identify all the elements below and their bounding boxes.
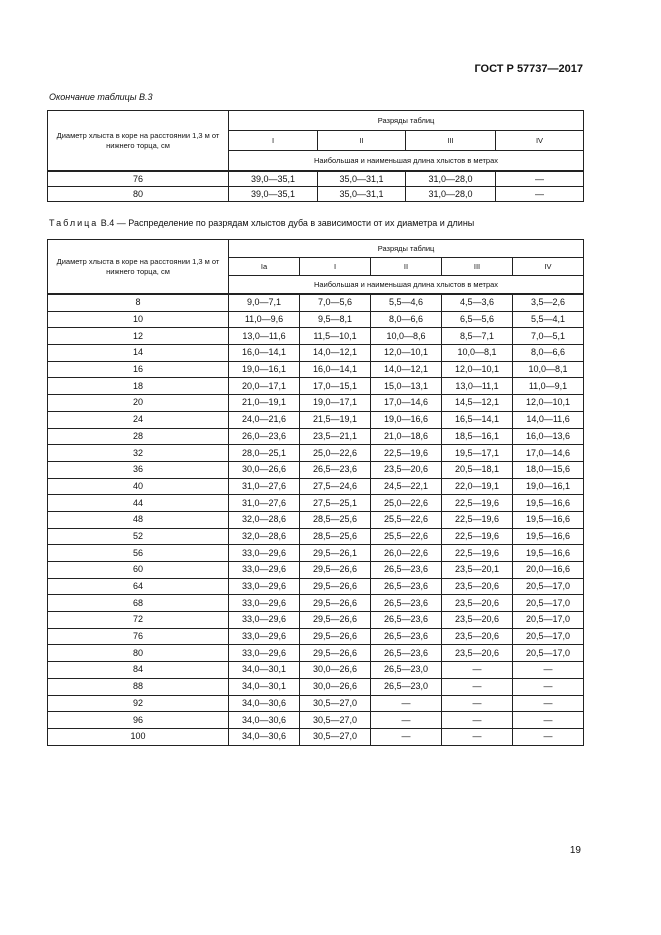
length-range-cell: 19,0—16,1 <box>229 361 300 378</box>
length-range-cell: 25,5—22,6 <box>371 511 442 528</box>
length-range-cell: 26,5—23,6 <box>371 645 442 662</box>
table-row <box>48 562 584 579</box>
length-range-cell: 17,0—14,6 <box>371 395 442 412</box>
length-range-cell: — <box>371 728 442 745</box>
diameter-cell: 52 <box>48 528 229 545</box>
diameter-cell: 16 <box>48 361 229 378</box>
length-range-cell: 22,5—19,6 <box>442 545 513 562</box>
length-range-cell: 8,5—7,1 <box>442 328 513 345</box>
length-range-cell: 31,0—27,6 <box>229 495 300 512</box>
length-range-cell: 19,5—16,6 <box>513 545 584 562</box>
length-range-cell: 11,0—9,1 <box>513 378 584 395</box>
length-range-cell: 33,0—29,6 <box>229 578 300 595</box>
table-row <box>48 645 584 662</box>
table-row <box>48 662 584 679</box>
diameter-cell: 10 <box>48 311 229 328</box>
table-row <box>48 445 584 462</box>
diameter-cell: 88 <box>48 678 229 695</box>
grade-header: I <box>229 131 318 151</box>
length-range-cell: 23,5—20,1 <box>442 562 513 579</box>
table-row <box>48 678 584 695</box>
table4-body <box>48 294 584 745</box>
diameter-cell: 68 <box>48 595 229 612</box>
length-range-cell: 6,5—5,6 <box>442 311 513 328</box>
table-b4 <box>47 239 584 746</box>
length-range-cell: 20,5—17,0 <box>513 595 584 612</box>
length-range-cell: 14,5—12,1 <box>442 395 513 412</box>
length-range-cell: 20,5—17,0 <box>513 612 584 629</box>
table-row <box>48 395 584 412</box>
diameter-cell: 40 <box>48 478 229 495</box>
length-range-cell: 31,0—28,0 <box>406 171 496 187</box>
length-range-cell: 19,0—16,6 <box>371 411 442 428</box>
length-range-cell: 18,0—15,6 <box>513 461 584 478</box>
length-range-cell: 31,0—28,0 <box>406 187 496 202</box>
length-range-cell: 17,0—15,1 <box>300 378 371 395</box>
diameter-cell: 64 <box>48 578 229 595</box>
length-range-cell: 39,0—35,1 <box>229 187 318 202</box>
diameter-cell: 76 <box>48 171 229 187</box>
length-range-cell: 3,5—2,6 <box>513 294 584 311</box>
table-row <box>48 578 584 595</box>
diameter-cell: 60 <box>48 562 229 579</box>
diameter-cell: 14 <box>48 345 229 362</box>
length-range-cell: 10,0—8,1 <box>513 361 584 378</box>
length-range-cell: 29,5—26,6 <box>300 578 371 595</box>
document-code: ГОСТ Р 57737—2017 <box>474 63 583 75</box>
length-range-cell: 21,0—18,6 <box>371 428 442 445</box>
length-range-cell: 26,5—23,6 <box>371 562 442 579</box>
length-range-cell: 24,0—21,6 <box>229 411 300 428</box>
length-range-cell: 15,0—13,1 <box>371 378 442 395</box>
diameter-cell: 72 <box>48 612 229 629</box>
grade-header: I <box>300 258 371 276</box>
table-row <box>48 612 584 629</box>
length-range-cell: 26,5—23,6 <box>371 578 442 595</box>
table-row <box>48 461 584 478</box>
table4-caption <box>49 218 474 228</box>
length-range-cell: 19,0—16,1 <box>513 478 584 495</box>
length-range-cell: — <box>442 728 513 745</box>
table-b3-end <box>47 110 584 202</box>
length-range-cell: 35,0—31,1 <box>318 187 406 202</box>
table-row <box>48 171 584 187</box>
table-row <box>48 311 584 328</box>
length-range-cell: 26,5—23,6 <box>371 595 442 612</box>
length-range-cell: 29,5—26,1 <box>300 545 371 562</box>
length-range-cell: 11,5—10,1 <box>300 328 371 345</box>
length-range-cell: 28,5—25,6 <box>300 528 371 545</box>
table-row <box>48 428 584 445</box>
length-range-cell: 23,5—20,6 <box>442 595 513 612</box>
grade-header: II <box>371 258 442 276</box>
length-range-cell: — <box>371 712 442 729</box>
length-range-cell: 22,5—19,6 <box>442 495 513 512</box>
length-range-cell: 29,5—26,6 <box>300 562 371 579</box>
length-range-cell: 10,0—8,6 <box>371 328 442 345</box>
length-range-cell: 19,5—16,6 <box>513 511 584 528</box>
length-range-cell: — <box>371 695 442 712</box>
table-row <box>48 712 584 729</box>
length-range-cell: 5,5—4,6 <box>371 294 442 311</box>
table-row <box>48 187 584 202</box>
length-range-cell: 14,0—11,6 <box>513 411 584 428</box>
column-header-length: Наибольшая и наименьшая длина хлыстов в метрах <box>229 151 584 172</box>
diameter-cell: 80 <box>48 187 229 202</box>
grade-header: IV <box>513 258 584 276</box>
length-range-cell: 11,0—9,6 <box>229 311 300 328</box>
column-header-diameter: Диаметр хлыста в коре на расстоянии 1,3 м от нижнего торца, см <box>48 111 229 172</box>
length-range-cell: — <box>513 712 584 729</box>
length-range-cell: 22,0—19,1 <box>442 478 513 495</box>
length-range-cell: — <box>513 695 584 712</box>
length-range-cell: 22,5—19,6 <box>442 528 513 545</box>
diameter-cell: 32 <box>48 445 229 462</box>
length-range-cell: 30,5—27,0 <box>300 728 371 745</box>
table-row <box>48 478 584 495</box>
table4-caption-text: В.4 — Распределение по разрядам хлыстов дуба в зависимости от их диаметра и длины <box>98 218 475 228</box>
diameter-cell: 28 <box>48 428 229 445</box>
length-range-cell: — <box>442 678 513 695</box>
length-range-cell: 33,0—29,6 <box>229 595 300 612</box>
length-range-cell: 13,0—11,6 <box>229 328 300 345</box>
length-range-cell: 32,0—28,6 <box>229 528 300 545</box>
length-range-cell: 33,0—29,6 <box>229 628 300 645</box>
length-range-cell: 21,0—19,1 <box>229 395 300 412</box>
length-range-cell: 9,0—7,1 <box>229 294 300 311</box>
length-range-cell: 28,5—25,6 <box>300 511 371 528</box>
diameter-cell: 48 <box>48 511 229 528</box>
length-range-cell: 27,5—25,1 <box>300 495 371 512</box>
length-range-cell: 35,0—31,1 <box>318 171 406 187</box>
length-range-cell: 24,5—22,1 <box>371 478 442 495</box>
length-range-cell: 26,5—23,6 <box>300 461 371 478</box>
table-row <box>48 361 584 378</box>
length-range-cell: 22,5—19,6 <box>371 445 442 462</box>
length-range-cell: — <box>513 728 584 745</box>
length-range-cell: 32,0—28,6 <box>229 511 300 528</box>
length-range-cell: 26,5—23,6 <box>371 628 442 645</box>
length-range-cell: 16,0—13,6 <box>513 428 584 445</box>
length-range-cell: 22,5—19,6 <box>442 511 513 528</box>
length-range-cell: 5,5—4,1 <box>513 311 584 328</box>
length-range-cell: 20,5—17,0 <box>513 578 584 595</box>
diameter-cell: 80 <box>48 645 229 662</box>
length-range-cell: 12,0—10,1 <box>371 345 442 362</box>
table-row <box>48 328 584 345</box>
length-range-cell: 25,0—22,6 <box>371 495 442 512</box>
length-range-cell: 19,5—16,6 <box>513 528 584 545</box>
length-range-cell: 30,5—27,0 <box>300 695 371 712</box>
column-header-length: Наибольшая и наименьшая длина хлыстов в метрах <box>229 276 584 295</box>
length-range-cell: 8,0—6,6 <box>371 311 442 328</box>
diameter-cell: 8 <box>48 294 229 311</box>
length-range-cell: 27,5—24,6 <box>300 478 371 495</box>
diameter-cell: 100 <box>48 728 229 745</box>
length-range-cell: 16,5—14,1 <box>442 411 513 428</box>
length-range-cell: 20,5—17,0 <box>513 628 584 645</box>
grade-header: IV <box>496 131 584 151</box>
diameter-cell: 92 <box>48 695 229 712</box>
length-range-cell: — <box>496 171 584 187</box>
table4-caption-prefix: Таблица <box>49 218 99 228</box>
length-range-cell: 29,5—26,6 <box>300 595 371 612</box>
table-row <box>48 695 584 712</box>
length-range-cell: 7,0—5,6 <box>300 294 371 311</box>
length-range-cell: 34,0—30,6 <box>229 728 300 745</box>
length-range-cell: — <box>513 678 584 695</box>
page-number: 19 <box>569 845 581 856</box>
length-range-cell: 26,5—23,0 <box>371 678 442 695</box>
diameter-cell: 84 <box>48 662 229 679</box>
grade-header: III <box>442 258 513 276</box>
length-range-cell: 23,5—20,6 <box>371 461 442 478</box>
length-range-cell: 30,0—26,6 <box>229 461 300 478</box>
length-range-cell: 12,0—10,1 <box>442 361 513 378</box>
diameter-cell: 12 <box>48 328 229 345</box>
length-range-cell: 34,0—30,1 <box>229 678 300 695</box>
table-row <box>48 728 584 745</box>
length-range-cell: 10,0—8,1 <box>442 345 513 362</box>
length-range-cell: 33,0—29,6 <box>229 645 300 662</box>
length-range-cell: 26,0—23,6 <box>229 428 300 445</box>
table-row <box>48 378 584 395</box>
table-row <box>48 294 584 311</box>
length-range-cell: 23,5—20,6 <box>442 612 513 629</box>
table-row <box>48 528 584 545</box>
length-range-cell: 34,0—30,6 <box>229 695 300 712</box>
table-row <box>48 595 584 612</box>
column-header-diameter: Диаметр хлыста в коре на расстоянии 1,3 м от нижнего торца, см <box>48 240 229 295</box>
length-range-cell: 29,5—26,6 <box>300 645 371 662</box>
length-range-cell: 13,0—11,1 <box>442 378 513 395</box>
table3-caption: Окончание таблицы В.3 <box>49 92 153 102</box>
column-header-grades: Разряды таблиц <box>229 111 584 131</box>
table-row <box>48 345 584 362</box>
table-row <box>48 511 584 528</box>
length-range-cell: 16,0—14,1 <box>300 361 371 378</box>
length-range-cell: 9,5—8,1 <box>300 311 371 328</box>
table-row <box>48 495 584 512</box>
length-range-cell: 18,5—16,1 <box>442 428 513 445</box>
length-range-cell: 39,0—35,1 <box>229 171 318 187</box>
length-range-cell: 29,5—26,6 <box>300 612 371 629</box>
length-range-cell: 21,5—19,1 <box>300 411 371 428</box>
diameter-cell: 36 <box>48 461 229 478</box>
grade-header: III <box>406 131 496 151</box>
length-range-cell: 12,0—10,1 <box>513 395 584 412</box>
length-range-cell: — <box>442 662 513 679</box>
grade-header: II <box>318 131 406 151</box>
length-range-cell: 26,5—23,6 <box>371 612 442 629</box>
diameter-cell: 44 <box>48 495 229 512</box>
length-range-cell: 25,5—22,6 <box>371 528 442 545</box>
length-range-cell: 28,0—25,1 <box>229 445 300 462</box>
length-range-cell: 19,0—17,1 <box>300 395 371 412</box>
length-range-cell: 30,0—26,6 <box>300 678 371 695</box>
length-range-cell: 23,5—20,6 <box>442 645 513 662</box>
length-range-cell: — <box>513 662 584 679</box>
table3-body <box>48 171 584 202</box>
table-row <box>48 545 584 562</box>
length-range-cell: 19,5—17,1 <box>442 445 513 462</box>
table-row <box>48 628 584 645</box>
length-range-cell: 30,5—27,0 <box>300 712 371 729</box>
diameter-cell: 24 <box>48 411 229 428</box>
diameter-cell: 56 <box>48 545 229 562</box>
table-row <box>48 411 584 428</box>
length-range-cell: 23,5—21,1 <box>300 428 371 445</box>
length-range-cell: 17,0—14,6 <box>513 445 584 462</box>
length-range-cell: 4,5—3,6 <box>442 294 513 311</box>
length-range-cell: 20,5—18,1 <box>442 461 513 478</box>
length-range-cell: 25,0—22,6 <box>300 445 371 462</box>
diameter-cell: 96 <box>48 712 229 729</box>
length-range-cell: 33,0—29,6 <box>229 612 300 629</box>
length-range-cell: 20,5—17,0 <box>513 645 584 662</box>
length-range-cell: 14,0—12,1 <box>300 345 371 362</box>
column-header-grades: Разряды таблиц <box>229 240 584 258</box>
length-range-cell: 23,5—20,6 <box>442 628 513 645</box>
length-range-cell: 16,0—14,1 <box>229 345 300 362</box>
length-range-cell: 23,5—20,6 <box>442 578 513 595</box>
length-range-cell: — <box>442 695 513 712</box>
length-range-cell: 34,0—30,6 <box>229 712 300 729</box>
length-range-cell: — <box>442 712 513 729</box>
diameter-cell: 76 <box>48 628 229 645</box>
length-range-cell: 29,5—26,6 <box>300 628 371 645</box>
length-range-cell: 19,5—16,6 <box>513 495 584 512</box>
length-range-cell: — <box>496 187 584 202</box>
length-range-cell: 26,0—22,6 <box>371 545 442 562</box>
length-range-cell: 14,0—12,1 <box>371 361 442 378</box>
length-range-cell: 33,0—29,6 <box>229 545 300 562</box>
length-range-cell: 33,0—29,6 <box>229 562 300 579</box>
length-range-cell: 7,0—5,1 <box>513 328 584 345</box>
length-range-cell: 30,0—26,6 <box>300 662 371 679</box>
diameter-cell: 18 <box>48 378 229 395</box>
length-range-cell: 20,0—17,1 <box>229 378 300 395</box>
length-range-cell: 20,0—16,6 <box>513 562 584 579</box>
diameter-cell: 20 <box>48 395 229 412</box>
grade-header: Iа <box>229 258 300 276</box>
length-range-cell: 26,5—23,0 <box>371 662 442 679</box>
length-range-cell: 31,0—27,6 <box>229 478 300 495</box>
length-range-cell: 34,0—30,1 <box>229 662 300 679</box>
length-range-cell: 8,0—6,6 <box>513 345 584 362</box>
